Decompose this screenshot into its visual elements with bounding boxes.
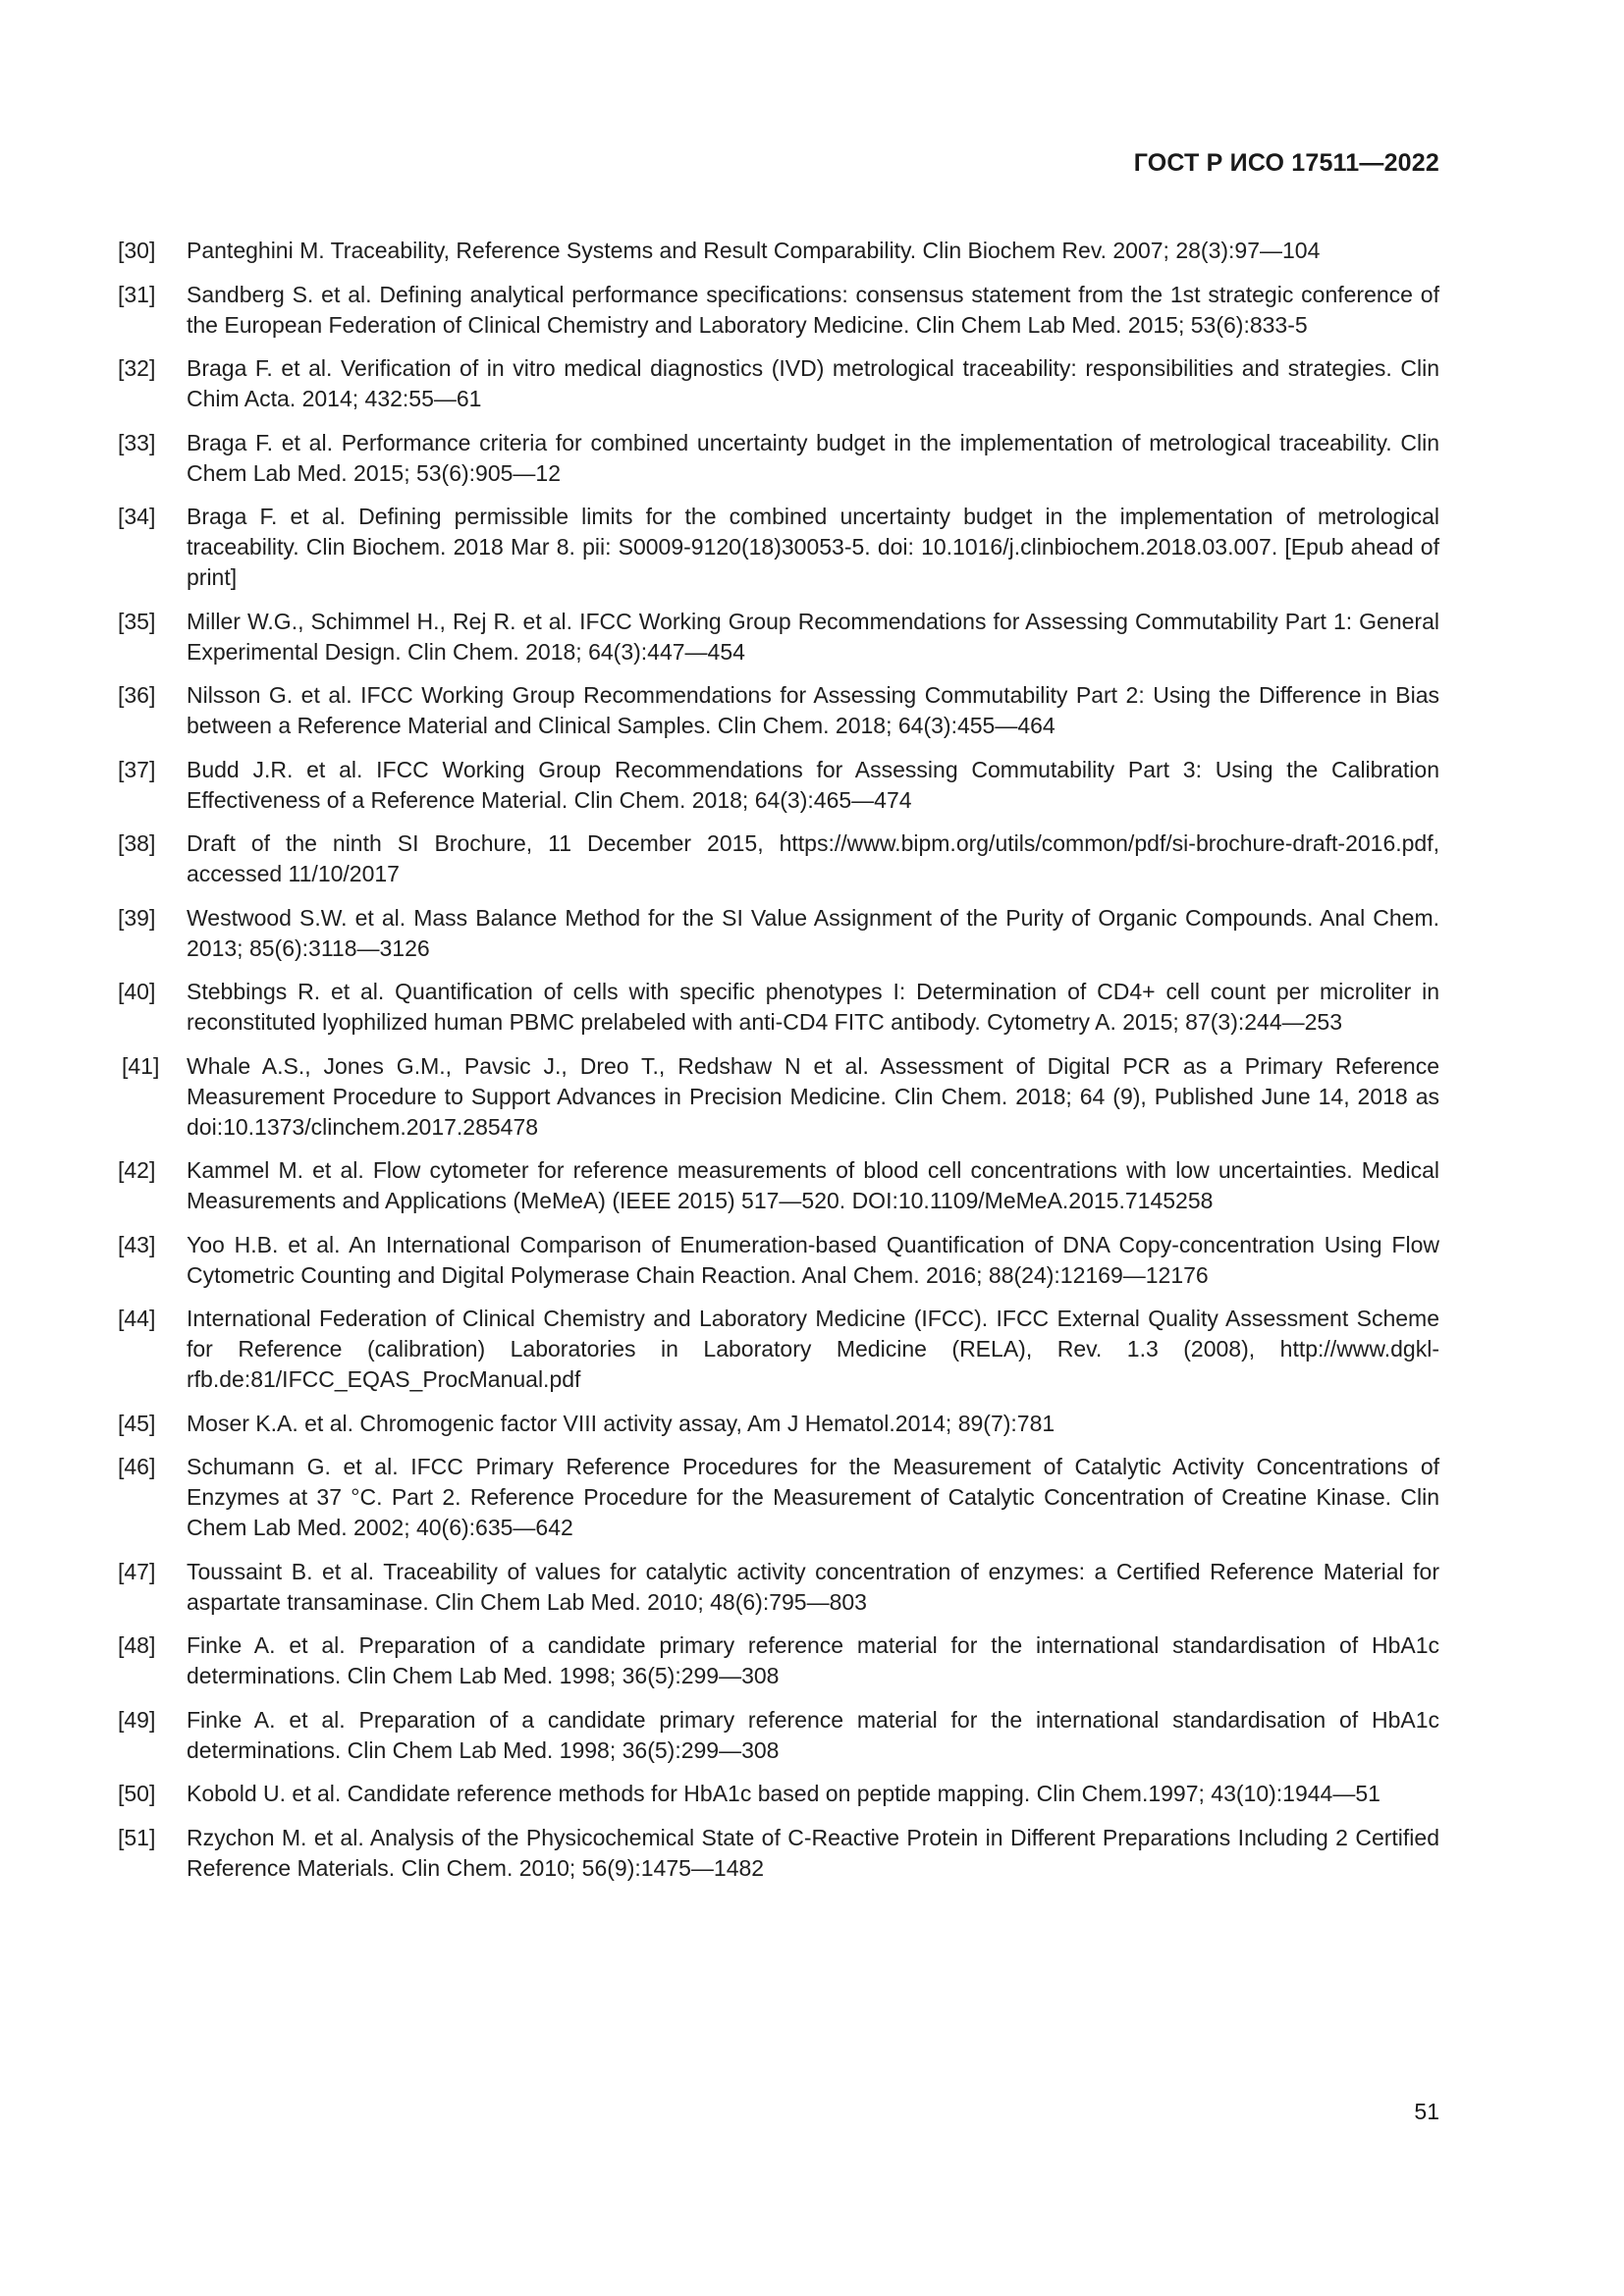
reference-text: Schumann G. et al. IFCC Primary Reference Procedures for the Measurement of Catalytic Activity Concentrations of Enzymes at 37 °C. Part 2. Reference Procedure for the Measurement of Catalytic Concentration of Creatine Kinase. Clin Chem Lab Med. 2002; 40(6):635—642 [187,1454,1439,1540]
reference-number: [34] [118,504,156,529]
reference-item-44 [118,1304,1439,1395]
reference-number: [39] [118,904,156,931]
reference-number: [41] [122,1052,160,1079]
reference-item-35 [118,607,1439,667]
reference-text: International Federation of Clinical Chemistry and Laboratory Medicine (IFCC). IFCC External Quality Assessment Scheme for Reference (calibration) Laboratories in Laboratory Medicine (RELA), Rev. 1.3 (2008), http://www.dgkl-rfb.de:81/IFCC_EQAS_ProcManual.pdf [187,1306,1439,1392]
reference-number: [37] [118,756,156,782]
reference-number: [51] [118,1824,156,1850]
reference-number: [36] [118,682,156,708]
reference-number: [47] [118,1558,156,1584]
reference-text: Yoo H.B. et al. An International Comparison of Enumeration-based Quantification of DNA Copy-concentration Using Flow Cytometric Counting and Digital Polymerase Chain Reaction. Anal Chem. 2016; 88(24):12169—12176 [187,1231,1439,1288]
reference-number: [48] [118,1632,156,1658]
reference-number: [44] [118,1306,156,1331]
reference-item-37 [118,755,1439,816]
reference-number: [46] [118,1454,156,1479]
reference-item-47 [118,1557,1439,1618]
reference-item-51 [118,1823,1439,1884]
reference-item-30 [118,236,1439,266]
reference-number: [49] [118,1706,156,1733]
reference-item-40 [118,977,1439,1038]
reference-item-38 [118,828,1439,889]
standard-code-header: ГОСТ Р ИСО 17511—2022 [1133,149,1439,177]
reference-number: [30] [118,238,156,263]
reference-item-42 [118,1155,1439,1216]
reference-text: Braga F. et al. Defining permissible limits for the combined uncertainty budget in the implementation of metrological traceability. Clin Biochem. 2018 Mar 8. pii: S0009-9120(18)30053-5. doi: 10.1016/j.clinbiochem.2018.03.007. [Epub ahead of print] [187,504,1439,590]
page-number: 51 [1414,2099,1439,2124]
reference-number: [42] [118,1157,156,1183]
reference-item-31 [118,280,1439,341]
reference-item-39 [118,903,1439,964]
reference-item-32 [118,353,1439,414]
reference-text: Braga F. et al. Performance criteria for combined uncertainty budget in the implementation of metrological traceability. Clin Chem Lab Med. 2015; 53(6):905—12 [187,429,1439,486]
reference-item-46 [118,1452,1439,1543]
reference-text: Whale A.S., Jones G.M., Pavsic J., Dreo T., Redshaw N et al. Assessment of Digital PCR as a Primary Reference Measurement Procedure to Support Advances in Precision Medicine. Clin Chem. 2018; 64 (9), Published June 14, 2018 as doi:10.1373/clinchem.2017.285478 [187,1052,1439,1140]
reference-item-49 [118,1705,1439,1766]
reference-text: Moser K.A. et al. Chromogenic factor VIII activity assay, Am J Hematol.2014; 89(7):781 [187,1410,1056,1436]
reference-text: Sandberg S. et al. Defining analytical performance specifications: consensus statement from the 1st strategic conference of the European Federation of Clinical Chemistry and Laboratory Medicine. Clin Chem Lab Med. 2015; 53(6):833-5 [187,281,1439,338]
reference-item-34 [118,502,1439,593]
reference-number: [31] [118,281,156,307]
reference-number: [45] [118,1410,156,1436]
reference-item-33 [118,428,1439,489]
reference-text: Kobold U. et al. Candidate reference methods for HbA1c based on peptide mapping. Clin Chem.1997; 43(10):1944—51 [187,1781,1380,1806]
reference-number: [50] [118,1781,156,1806]
reference-number: [33] [118,429,156,455]
reference-item-45 [118,1409,1439,1439]
reference-item-50 [118,1779,1439,1809]
reference-number: [32] [118,355,156,381]
reference-item-43 [118,1230,1439,1291]
reference-text: Braga F. et al. Verification of in vitro medical diagnostics (IVD) metrological traceability: responsibilities and strategies. Clin Chim Acta. 2014; 432:55—61 [187,355,1439,411]
reference-item-41 [118,1051,1439,1143]
reference-text: Rzychon M. et al. Analysis of the Physicochemical State of C-Reactive Protein in Different Preparations Including 2 Certified Reference Materials. Clin Chem. 2010; 56(9):1475—1482 [187,1824,1439,1881]
reference-text: Finke A. et al. Preparation of a candidate primary reference material for the international standardisation of HbA1c determinations. Clin Chem Lab Med. 1998; 36(5):299—308 [187,1706,1439,1763]
reference-text: Draft of the ninth SI Brochure, 11 December 2015, https://www.bipm.org/utils/common/pdf/si-brochure-draft-2016.pdf, accessed 11/10/2017 [187,830,1439,886]
reference-text: Miller W.G., Schimmel H., Rej R. et al. IFCC Working Group Recommendations for Assessing Commutability Part 1: General Experimental Design. Clin Chem. 2018; 64(3):447—454 [187,608,1439,665]
reference-number: [38] [118,830,156,856]
reference-text: Finke A. et al. Preparation of a candidate primary reference material for the international standardisation of HbA1c determinations. Clin Chem Lab Med. 1998; 36(5):299—308 [187,1632,1439,1688]
reference-text: Westwood S.W. et al. Mass Balance Method for the SI Value Assignment of the Purity of Organic Compounds. Anal Chem. 2013; 85(6):3118—3126 [187,904,1439,961]
reference-text: Stebbings R. et al. Quantification of cells with specific phenotypes I: Determination of CD4+ cell count per microliter in reconstituted lyophilized human PBMC prelabeled with anti-CD4 FITC antibody. Cytometry A. 2015; 87(3):244—253 [187,979,1439,1035]
reference-text: Nilsson G. et al. IFCC Working Group Recommendations for Assessing Commutability Part 2: Using the Difference in Bias between a Reference Material and Clinical Samples. Clin Chem. 2018; 64(3):455—464 [187,682,1439,738]
reference-number: [43] [118,1231,156,1257]
reference-item-36 [118,680,1439,741]
reference-item-48 [118,1630,1439,1691]
reference-number: [35] [118,608,156,634]
reference-text: Panteghini M. Traceability, Reference Systems and Result Comparability. Clin Biochem Rev. 2007; 28(3):97—104 [187,238,1321,263]
reference-text: Kammel M. et al. Flow cytometer for reference measurements of blood cell concentrations with low uncertainties. Medical Measurements and Applications (MeMeA) (IEEE 2015) 517—520. DOI:10.1109/MeMeA.2015.7145258 [187,1157,1439,1213]
bibliography-list [118,236,1439,1896]
reference-text: Budd J.R. et al. IFCC Working Group Recommendations for Assessing Commutability Part 3: Using the Calibration Effectiveness of a Reference Material. Clin Chem. 2018; 64(3):465—474 [187,756,1439,813]
reference-text: Toussaint B. et al. Traceability of values for catalytic activity concentration of enzymes: a Certified Reference Material for aspartate transaminase. Clin Chem Lab Med. 2010; 48(6):795—803 [187,1558,1439,1615]
reference-number: [40] [118,979,156,1004]
